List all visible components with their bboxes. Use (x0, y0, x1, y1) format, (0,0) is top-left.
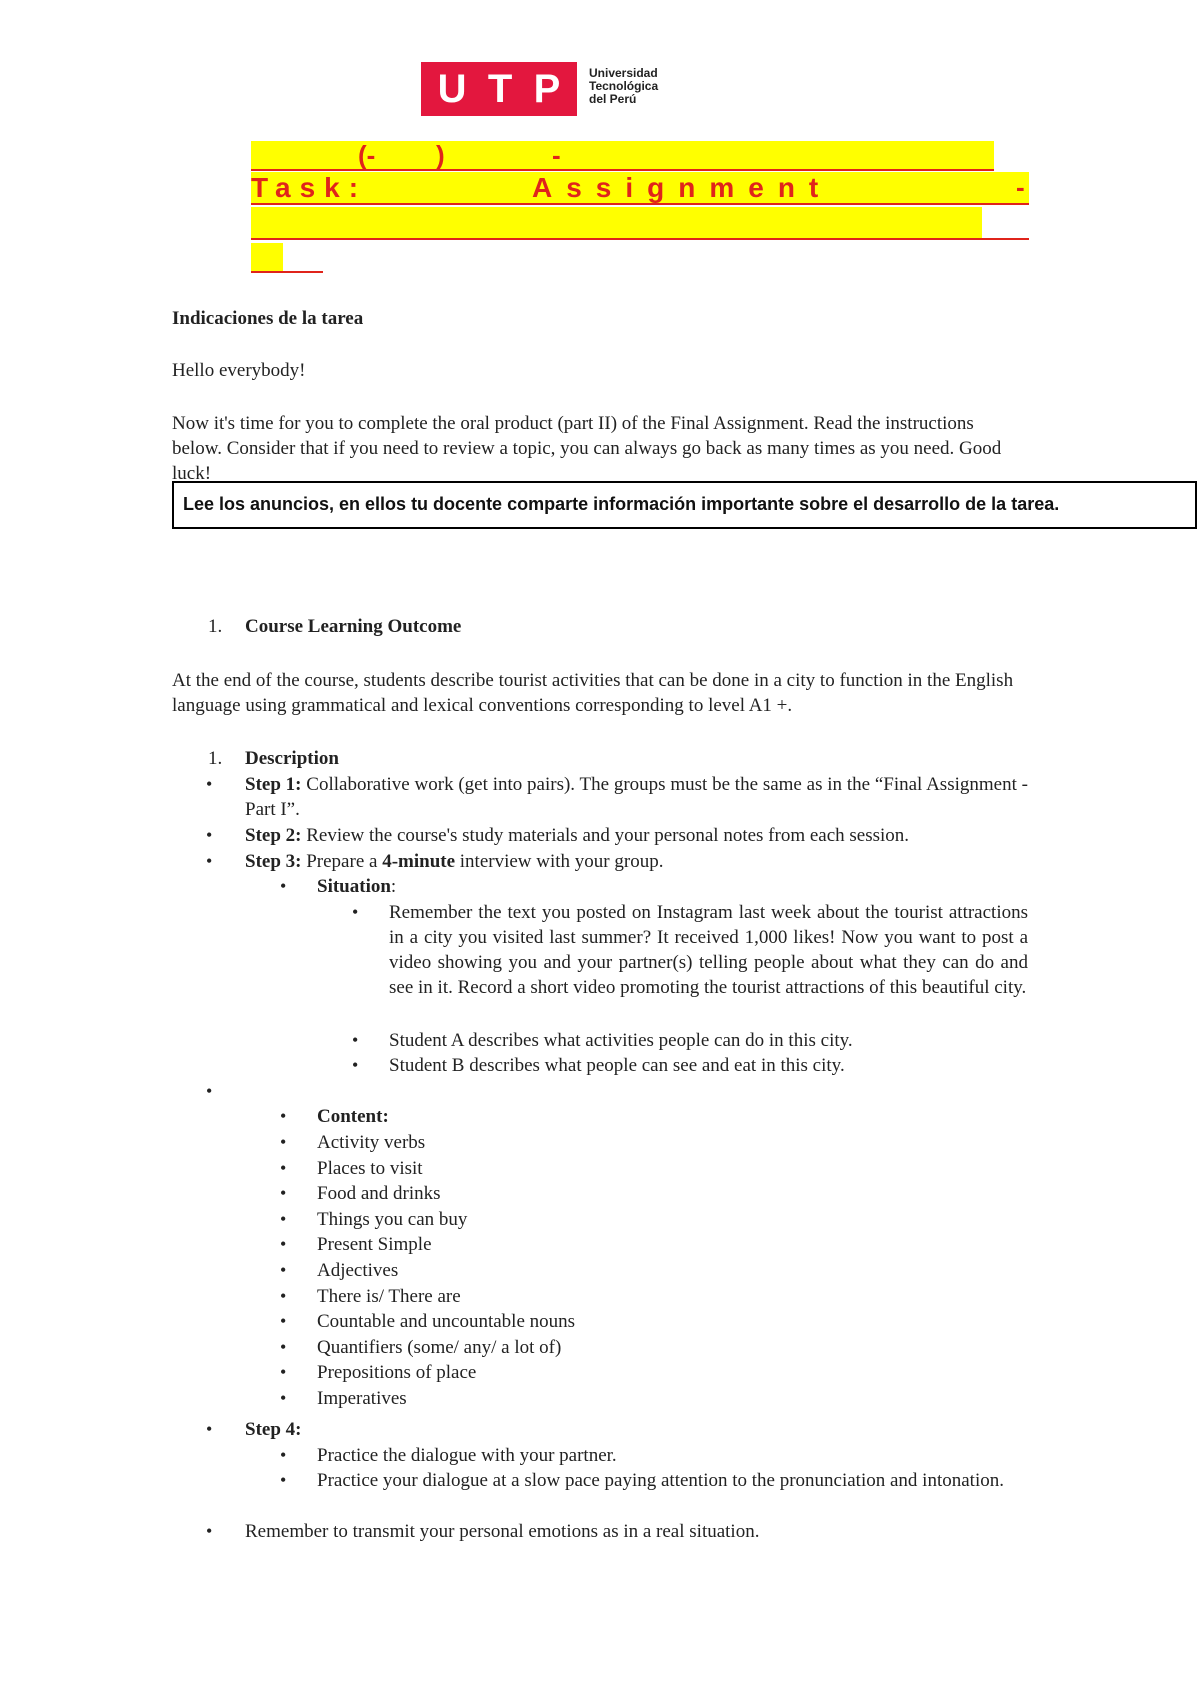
situation-bullet-1: • (352, 902, 359, 922)
content-bullet-item: • (280, 1183, 287, 1203)
outcome-text: At the end of the course, students describe tourist activities that can be done in a city to function in the English language using grammatical and lexical conventions corresponding to level A1 +. (172, 670, 1014, 716)
title-dash-2: - (1016, 172, 1025, 202)
description-number: 1. (208, 748, 223, 769)
utp-logo-mark (421, 62, 577, 116)
content-bullet-item: • (280, 1362, 287, 1382)
indications-heading: Indicaciones de la tarea (172, 308, 364, 329)
step4-label: Step 4: (245, 1419, 302, 1440)
task-label: Task: (251, 172, 368, 203)
title-highlight-3 (251, 207, 982, 238)
step2-label: Step 2: (245, 825, 302, 846)
content-item: Things you can buy (317, 1209, 468, 1230)
situation-item-2: Student A describes what activities people can do in this city. (389, 1030, 853, 1051)
title-dash-1: - (552, 140, 561, 170)
step1-item (245, 772, 1028, 822)
step2-bullet: • (206, 825, 213, 845)
description-heading: Description (245, 748, 339, 769)
content-bullet-item: • (280, 1209, 287, 1229)
assignment-label: Assignment (532, 172, 833, 203)
title-underline-4 (251, 271, 323, 273)
content-item: Food and drinks (317, 1183, 441, 1204)
content-item: Places to visit (317, 1158, 423, 1179)
content-item: Present Simple (317, 1234, 432, 1255)
title-paren-close: ) (436, 140, 445, 170)
situation-bullet-3: • (352, 1055, 359, 1075)
empty-bullet: • (206, 1081, 213, 1101)
logo-line-2: Tecnológica (589, 79, 659, 93)
content-item: Adjectives (317, 1260, 399, 1281)
content-bullet-item: • (280, 1234, 287, 1254)
content-bullet-item: • (280, 1158, 287, 1178)
content-item: There is/ There are (317, 1286, 461, 1307)
content-label: Content: (317, 1106, 389, 1127)
logo-letter-u: U (437, 66, 467, 111)
logo-wordmark (589, 62, 679, 116)
content-bullet-item: • (280, 1286, 287, 1306)
outcome-number: 1. (208, 616, 223, 637)
step3-bold: 4-minute (382, 851, 456, 872)
step4-item-2: Practice your dialogue at a slow pace paying attention to the pronunciation and intonation. (317, 1470, 1004, 1491)
step3-label: Step 3: (245, 851, 302, 872)
step4-bullet-2: • (280, 1470, 287, 1490)
step1-text: Collaborative work (get into pairs). The groups must be the same as in the “Final Assignment - Part I”. (245, 774, 1028, 820)
situation-bullet-2: • (352, 1030, 359, 1050)
logo-letter-p: P (533, 66, 561, 111)
title-paren-open: (- (358, 140, 376, 170)
situation-item-3: Student B describes what people can see and eat in this city. (389, 1055, 845, 1076)
situation-item-1: Remember the text you posted on Instagram last week about the tourist attractions in a city you visited last summer? It received 1,000 likes! Now you want to post a video showing you and your partner(s) telling people about what they can do and see in it. Record a short video promoting the tourist attractions of this beautiful city. (389, 902, 1028, 998)
content-item: Prepositions of place (317, 1362, 477, 1383)
step3-item (245, 849, 1028, 874)
title-highlight-4 (251, 243, 283, 272)
content-item: Imperatives (317, 1388, 407, 1409)
content-bullet: • (280, 1106, 287, 1126)
logo-line-3: del Perú (589, 92, 637, 106)
content-item: Countable and uncountable nouns (317, 1311, 576, 1332)
content-bullet-item: • (280, 1337, 287, 1357)
final-item: Remember to transmit your personal emotions as in a real situation. (245, 1521, 760, 1542)
situation-label: Situation (317, 876, 391, 897)
title-underline-3 (251, 238, 1029, 240)
content-bullet-item: • (280, 1132, 287, 1152)
step4-item-1: Practice the dialogue with your partner. (317, 1445, 617, 1466)
logo-line-1: Universidad (589, 66, 658, 80)
step1-bullet: • (206, 774, 213, 794)
content-item: Quantifiers (some/ any/ a lot of) (317, 1337, 562, 1358)
step2-item (245, 823, 1045, 848)
step4-bullet: • (206, 1419, 213, 1439)
step4-bullet-1: • (280, 1445, 287, 1465)
content-bullet-item: • (280, 1311, 287, 1331)
step3-bullet: • (206, 851, 213, 871)
content-item: Activity verbs (317, 1132, 426, 1153)
situation-colon: : (390, 876, 397, 897)
content-bullet-item: • (280, 1260, 287, 1280)
final-bullet: • (206, 1521, 213, 1541)
situation-item (317, 874, 396, 899)
greeting: Hello everybody! (172, 360, 306, 381)
situation-bullet: • (280, 876, 287, 896)
content-bullet-item: • (280, 1388, 287, 1408)
logo-letter-t: T (487, 66, 513, 111)
utp-logo (421, 62, 679, 116)
intro-paragraph: Now it's time for you to complete the oral product (part II) of the Final Assignment. Read the instructions below. Consider that if you need to review a topic, you can always go back as many times as you need. Good luck! (172, 413, 1002, 484)
step3-post: interview with your group. (455, 851, 664, 872)
step3-pre: Prepare a (301, 851, 383, 872)
step2-text: Review the course's study materials and your personal notes from each session. (301, 825, 910, 846)
step1-label: Step 1: (245, 774, 302, 795)
outcome-heading: Course Learning Outcome (245, 616, 462, 637)
announcement-notice: Lee los anuncios, en ellos tu docente comparte información importante sobre el desarrollo de la tarea. (172, 481, 1197, 529)
